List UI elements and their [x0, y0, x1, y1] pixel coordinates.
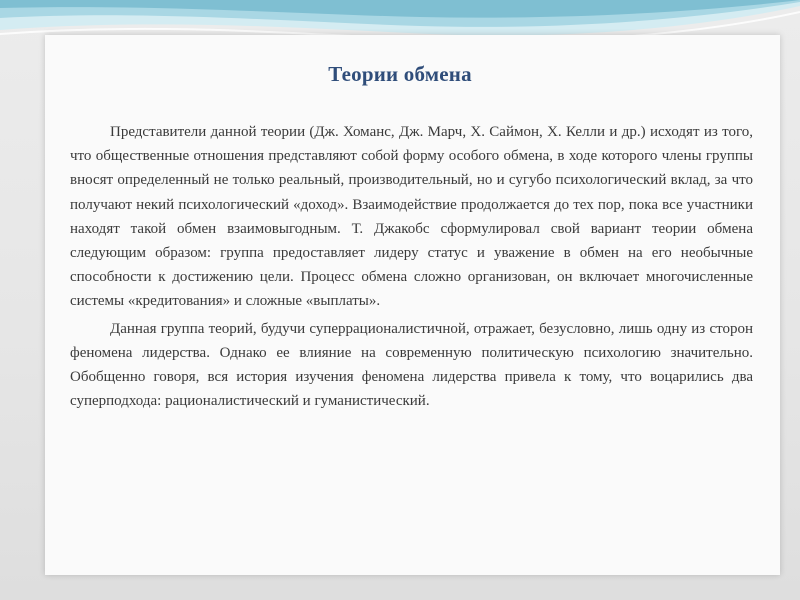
slide-title: Теории обмена	[328, 62, 472, 86]
slide-body	[70, 120, 753, 413]
paragraph-1: Представители данной теории (Дж. Хоманс, Дж. Марч, Х. Саймон, Х. Келли и др.) исходят из того, что общественные отношения представляют собой форму особого обмена, в ходе которого члены группы вносят определенный не только реальный, производительный, но и сугубо психологический вклад, за что получают некий психологический «доход». Взаимодействие продолжается до тех пор, пока все участники находят такой обмен взаимовыгодным. Т. Джакобс сформулировал свой вариант теории обмена следующим образом: группа предоставляет лидеру статус и уважение в обмен на его необычные способности к достижению цели. Процесс обмена сложно организован, он включает многочисленные системы «кредитования» и сложные «выплаты».	[70, 124, 753, 310]
paragraph-2: Данная группа теорий, будучи суперрационалистичной, отражает, безусловно, лишь одну из сторон феномена лидерства. Однако ее влияние на современную политическую психологию значительно. Обобщенно говоря, вся история изучения феномена лидерства привела к тому, что воцарились два суперподхода: рационалистический и гуманистический.	[70, 320, 753, 410]
